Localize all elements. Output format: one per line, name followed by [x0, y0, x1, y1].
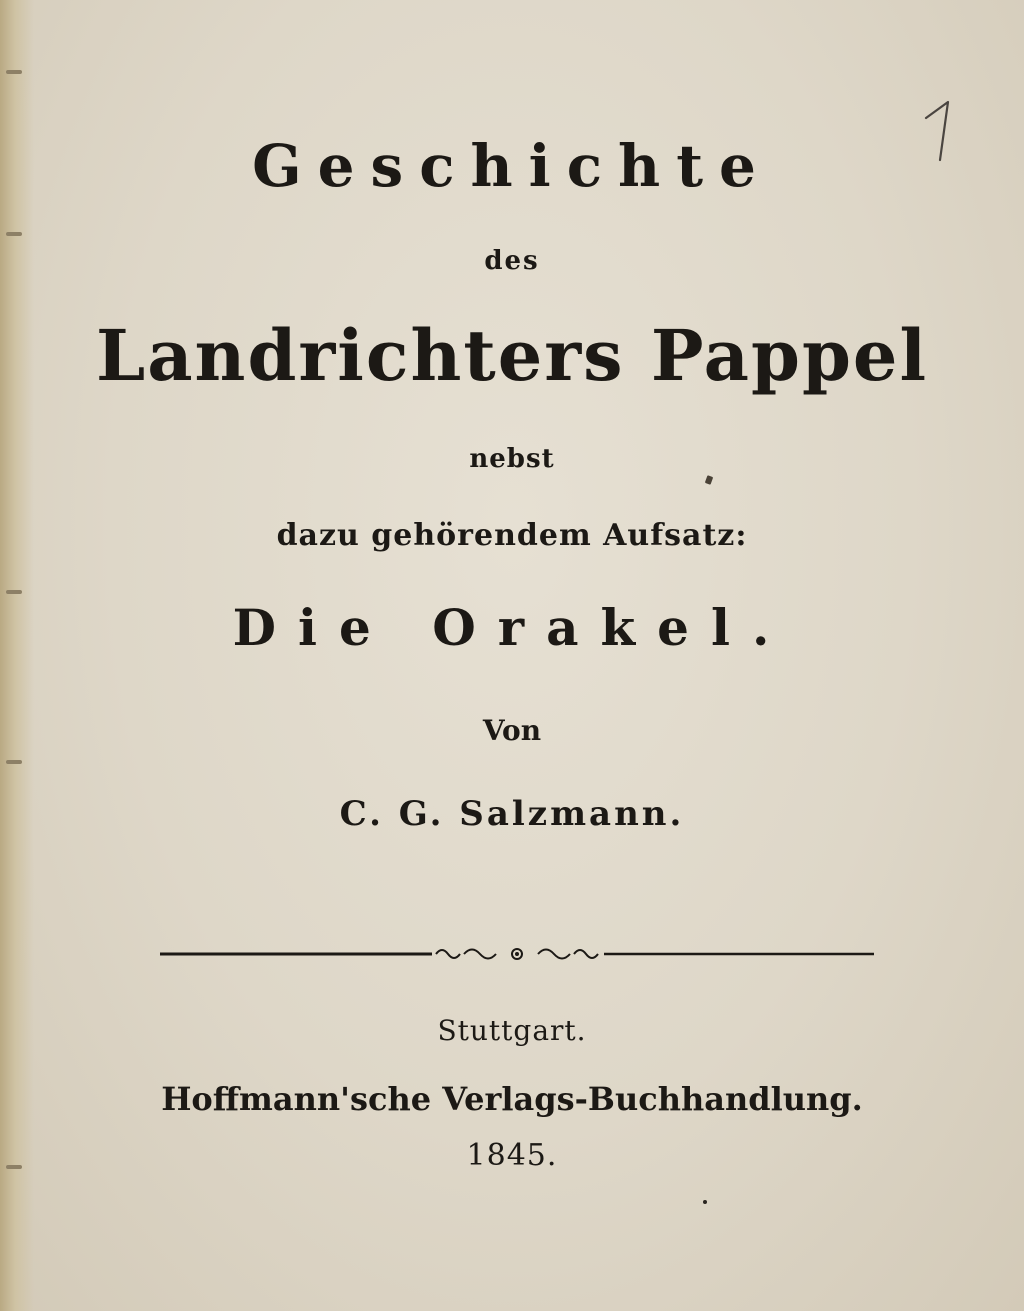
ornamental-divider — [160, 942, 874, 966]
binding-stitch — [6, 760, 22, 764]
secondary-title: Die Orakel. — [232, 598, 792, 657]
publisher-name: Hoffmann'sche Verlags-Buchhandlung. — [161, 1080, 863, 1118]
binding-stitch — [6, 232, 22, 236]
title-word-geschichte: Geschichte — [252, 132, 772, 200]
ink-speck — [705, 475, 713, 485]
binding-stitch — [6, 70, 22, 74]
subtitle-line: dazu gehörendem Aufsatz: — [276, 518, 748, 553]
byline-von: Von — [482, 714, 542, 747]
ink-dot — [703, 1200, 707, 1204]
binding-stitch — [6, 590, 22, 594]
publication-city: Stuttgart. — [437, 1014, 587, 1047]
title-word-nebst: nebst — [469, 444, 555, 474]
title-word-des: des — [484, 246, 540, 276]
author-name: C. G. Salzmann. — [339, 794, 685, 834]
main-title: Landrichters Pappel — [95, 314, 929, 397]
publication-year: 1845. — [466, 1138, 558, 1173]
